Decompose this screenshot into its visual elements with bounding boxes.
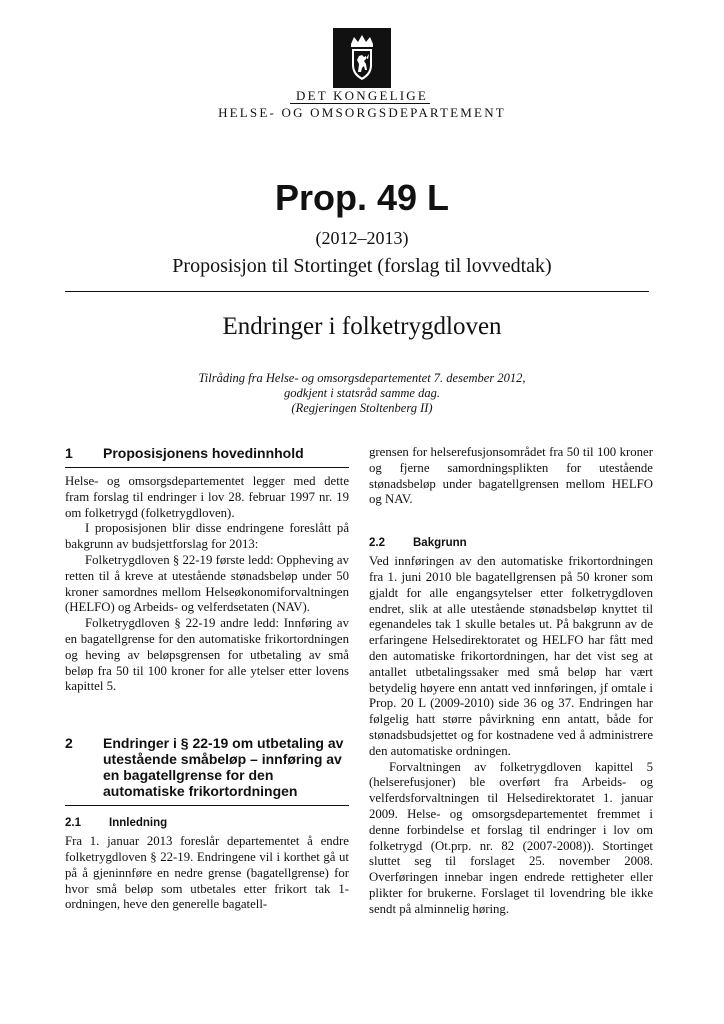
proposition-number: Prop. 49 L [274,177,450,218]
right-column [369,445,653,918]
paragraph: I proposisjonen blir disse endringene foreslått på bakgrunn av budsjettforslag for 2013: [65,521,349,552]
recommendation-line: Tilråding fra Helse- og omsorgsdepartementet 7. desember 2012, [198,371,526,385]
paragraph: Helse- og omsorgsdepartementet legger med dette fram forslag til endringer i lov 28. februar 1997 nr. 19 om folketrygd (folketrygdloven). [65,474,349,520]
section-number: 2 [65,735,73,752]
section-2-heading [65,735,349,799]
coat-of-arms-icon [333,28,391,88]
subsection-2-1-heading [65,816,349,830]
session-years: (2012–2013) [315,228,409,248]
subsection-title: Innledning [109,817,168,830]
recommendation-line: godkjent i statsråd samme dag. [284,386,440,400]
section-number: 1 [65,445,73,461]
document-title: Endringer i folketrygdloven [222,313,502,340]
paragraph: Fra 1. januar 2013 foreslår departementet å endre folketrygdloven § 22-19. Endringene vil i korthet gå ut på å gjeninnføre en nedre grense (bagatellgrense) for hvor små beløp som utbetales etter frikort tak 1-ordningen, heve den generelle bagatell- [65,834,349,912]
section-rule [65,805,349,806]
section-rule [65,467,349,468]
section-title: Endringer i § 22-19 om utbetaling av utestående småbeløp – innføring av en bagatellgrense for den automatiske frikortordningen [103,735,344,800]
recommendation-line: (Regjeringen Stoltenberg II) [291,401,433,415]
proposition-subtitle: Proposisjon til Stortinget (forslag til lovvedtak) [172,255,552,277]
left-column [65,445,349,913]
subsection-2-2-heading [369,536,653,550]
subsection-number: 2.2 [369,537,385,550]
subsection-title: Bakgrunn [413,537,467,550]
section-title: Proposisjonens hovedinnhold [103,445,304,461]
section-1-heading [65,445,349,461]
department-divider [290,103,430,104]
recommendation-note [0,371,724,416]
department-line-2: HELSE- OG OMSORGSDEPARTEMENT [218,105,506,120]
paragraph: Forvaltningen av folketrygdloven kapittel 5 (helserefusjoner) ble overført fra Arbeids- og velferdsforvaltningen til Helsedirektoratet 1. januar 2009. Helse- og omsorgsdepartementet fremmet i denne forbindelse et forslag til endringer i lov om folketrygd (Ot.prp. nr. 82 (2007-2008)). Stortinget sluttet seg til forslaget 25. november 2008. Overføringen innebar ingen endrede rettigheter eller plikter for brukerne. Forslaget til lovendring ble ikke sendt på alminnelig høring. [369,759,653,916]
paragraph: grensen for helserefusjonsområdet fra 50 til 100 kroner og fjerne samordningsplikten for utestående stønadsbeløp under bagatellgrensen mellom HELFO og NAV. [369,445,653,507]
title-divider [65,291,649,292]
paragraph: Folketrygdloven § 22-19 andre ledd: Innføring av en bagatellgrense for den automatiske frikortordningen og heving av beløpsgrensen for utbetaling av små beløp fra 50 til 100 kroner for alle ytelser etter lovens kapittel 5. [65,616,349,694]
paragraph: Ved innføringen av den automatiske frikortordningen fra 1. juni 2010 ble bagatellgrensen på 50 kroner som gjaldt for alle engangsytelser etter folketrygdloven endret, slik at alle utestående stønadsbeløp knyttet til egenandeles tak 1 skulle betales ut. På bakgrunn av de erfaringene Helsedirektoratet og HELFO har fått med den automatiske frikortordningen, har det vist seg at antallet utbetalingssaker med små beløp har vært betydelig høyere enn antatt ved innføringen, jf omtale i Prop. 20 L (2009-2010) side 36 og 37. Endringen har følgelig hatt større påvirkning enn antatt, både for stønadsbudsjettet og for kostnadene ved å administrere den automatiske ordningen. [369,554,653,758]
department-line-1: DET KONGELIGE [296,88,428,103]
subsection-number: 2.1 [65,817,81,830]
paragraph: Folketrygdloven § 22-19 første ledd: Oppheving av retten til å kreve at utestående stønadsbeløp under 50 kroner samordnes mellom Helseøkonomiforvaltningen (HELFO) og Arbeids- og velferdsetaten (NAV). [65,552,349,615]
